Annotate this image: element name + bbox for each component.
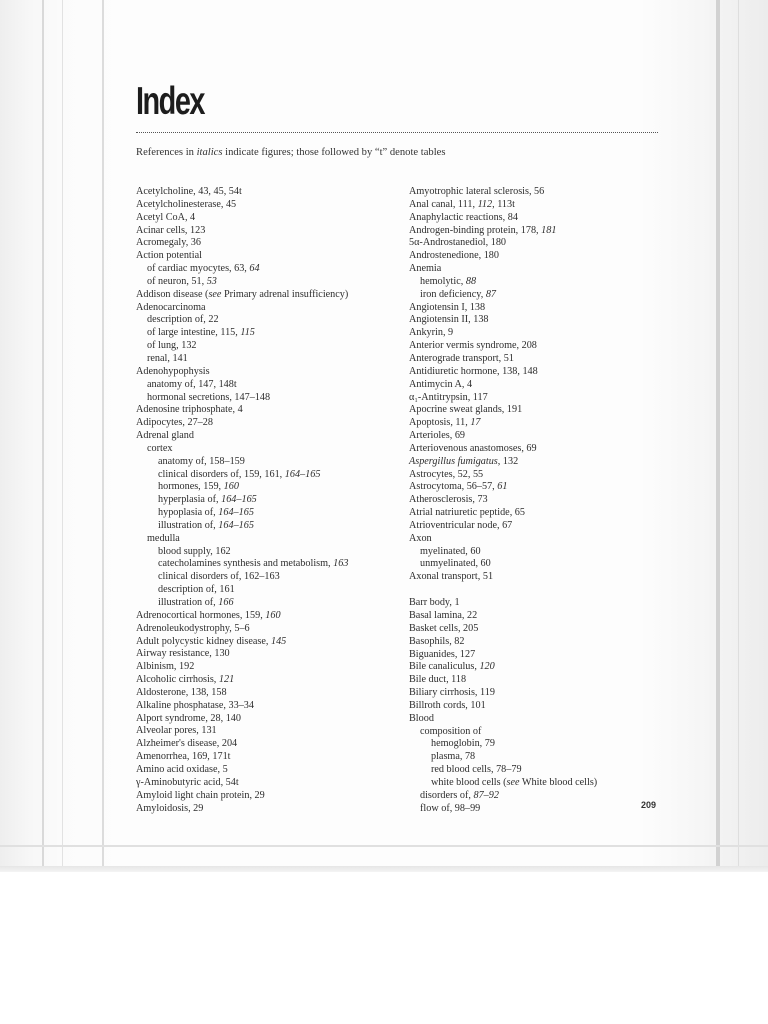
entry-text: Adrenal gland xyxy=(136,430,194,442)
index-entry xyxy=(409,340,669,353)
index-subentry xyxy=(136,469,404,482)
index-subentry xyxy=(136,443,404,456)
entry-text: illustration of, xyxy=(158,519,219,531)
index-subentry xyxy=(136,379,404,392)
entry-text: White blood cells) xyxy=(519,776,598,788)
index-entry xyxy=(409,623,669,636)
entry-text: medulla xyxy=(147,532,180,544)
entry-italic-text: 164–165 xyxy=(218,507,254,519)
entry-text: Anemia xyxy=(409,263,442,275)
entry-text: Anaphylactic reactions, 84 xyxy=(409,211,518,223)
entry-text: unmyelinated, 60 xyxy=(420,558,491,570)
entry-text: Blood xyxy=(409,712,434,724)
index-subentry xyxy=(409,546,669,559)
index-entry xyxy=(409,661,669,674)
index-subentry xyxy=(136,597,404,610)
entry-text: Alcoholic cirrhosis, xyxy=(136,674,219,686)
entry-text: Adult polycystic kidney disease, xyxy=(136,635,271,647)
index-entry xyxy=(409,314,669,327)
index-entry xyxy=(409,597,669,610)
entry-text: Alzheimer's disease, 204 xyxy=(136,738,238,750)
entry-text: description of, 161 xyxy=(158,584,235,596)
entry-text: Arterioles, 69 xyxy=(409,430,466,442)
index-entry xyxy=(136,725,404,738)
index-entry xyxy=(136,199,404,212)
entry-italic-text: see xyxy=(506,776,520,788)
entry-text: anatomy of, 158–159 xyxy=(158,455,245,467)
index-entry xyxy=(409,250,669,263)
index-entry xyxy=(136,366,404,379)
entry-text: Adenocarcinoma xyxy=(136,301,206,313)
entry-text: Angiotensin I, 138 xyxy=(409,301,486,313)
entry-text: Ankyrin, 9 xyxy=(409,327,454,339)
entry-text: Apoptosis, 11, xyxy=(409,417,471,429)
index-subentry xyxy=(136,481,404,494)
entry-text: hypoplasia of, xyxy=(158,507,219,519)
entry-text: Atrioventricular node, 67 xyxy=(409,519,513,531)
index-entry xyxy=(409,571,669,584)
entry-text: Adenosine triphosphate, 4 xyxy=(136,404,243,416)
title-divider xyxy=(136,132,658,133)
index-entry xyxy=(136,636,404,649)
entry-text: illustration of, xyxy=(158,597,219,608)
index-entry xyxy=(409,494,669,507)
index-entry xyxy=(409,417,669,430)
entry-italic-text: 61 xyxy=(497,481,508,493)
index-entry xyxy=(136,713,404,726)
entry-text: Primary adrenal insufficiency) xyxy=(221,288,349,300)
index-column-right xyxy=(409,186,669,816)
index-entry xyxy=(409,353,669,366)
page-bottom-edge xyxy=(0,866,768,872)
index-subentry xyxy=(409,803,669,816)
index-entry xyxy=(409,674,669,687)
index-entry xyxy=(136,417,404,430)
index-entry xyxy=(136,661,404,674)
entry-text: Acinar cells, 123 xyxy=(136,224,206,236)
entry-text: Acromegaly, 36 xyxy=(136,237,201,249)
entry-text: catecholamines synthesis and metabolism, xyxy=(158,558,334,570)
entry-italic-text: 160 xyxy=(223,481,239,493)
entry-italic-text: 53 xyxy=(206,275,217,287)
entry-text: Antimycin A, 4 xyxy=(409,378,473,390)
index-entry xyxy=(409,507,669,520)
index-column-left xyxy=(136,186,404,815)
page-edge-line xyxy=(738,0,739,872)
entry-text: renal, 141 xyxy=(147,352,188,364)
page-bottom-edge xyxy=(0,845,768,847)
entry-text: of lung, 132 xyxy=(147,340,197,352)
entry-text: , 132 xyxy=(497,455,519,467)
entry-italic-text: 181 xyxy=(541,224,557,236)
index-subentry xyxy=(136,494,404,507)
index-subentry xyxy=(136,263,404,276)
index-entry xyxy=(409,456,669,469)
entry-italic-text: 164–165 xyxy=(218,519,254,531)
entry-text: of cardiac myocytes, 63, xyxy=(147,263,250,275)
index-entry xyxy=(409,481,669,494)
index-entry xyxy=(409,302,669,315)
index-subentry xyxy=(136,340,404,353)
index-entry xyxy=(136,404,404,417)
index-entry xyxy=(136,687,404,700)
entry-text: Angiotensin II, 138 xyxy=(409,314,489,326)
entry-text: Amyloidosis, 29 xyxy=(136,802,204,814)
index-entry xyxy=(136,237,404,250)
entry-italic-text: 64 xyxy=(249,263,260,275)
entry-text: Addison disease ( xyxy=(136,288,209,300)
entry-text: disorders of, xyxy=(420,789,474,801)
page-number: 209 xyxy=(641,800,657,810)
entry-text: hemoglobin, 79 xyxy=(431,738,495,750)
entry-text: Adrenoleukodystrophy, 5–6 xyxy=(136,622,250,634)
index-subentry xyxy=(136,558,404,571)
entry-text: Anterior vermis syndrome, 208 xyxy=(409,340,537,352)
entry-text: clinical disorders of, 162–163 xyxy=(158,571,280,583)
index-subentry xyxy=(409,289,669,302)
entry-text: Androgen-binding protein, 178, xyxy=(409,224,542,236)
index-entry xyxy=(409,366,669,379)
note-text: indicate figures; those followed by “t” denote tables xyxy=(222,147,446,158)
index-subentry xyxy=(409,751,669,764)
index-entry xyxy=(136,803,404,816)
entry-italic-text: 88 xyxy=(465,275,477,287)
index-subentry xyxy=(136,520,404,533)
entry-text: Atherosclerosis, 73 xyxy=(409,494,488,506)
index-entry xyxy=(409,430,669,443)
index-entry xyxy=(136,610,404,623)
entry-text: Airway resistance, 130 xyxy=(136,648,230,660)
entry-italic-text: 115 xyxy=(240,327,255,339)
note-italic-word: italics xyxy=(196,147,223,158)
entry-text: Alkaline phosphatase, 33–34 xyxy=(136,699,254,711)
index-subentry xyxy=(136,276,404,289)
index-entry xyxy=(136,764,404,777)
index-note xyxy=(136,146,446,160)
entry-text: hormonal secretions, 147–148 xyxy=(147,391,271,403)
entry-text: Astrocytoma, 56–57, xyxy=(409,481,498,493)
index-entry xyxy=(409,649,669,662)
index-entry xyxy=(409,687,669,700)
entry-text: Acetyl CoA, 4 xyxy=(136,211,196,223)
index-entry xyxy=(409,520,669,533)
entry-text: Antidiuretic hormone, 138, 148 xyxy=(409,365,538,377)
entry-text: Amino acid oxidase, 5 xyxy=(136,763,228,775)
entry-text: description of, 22 xyxy=(147,314,219,326)
entry-text: iron deficiency, xyxy=(420,288,486,300)
page-title: Index xyxy=(136,80,204,123)
index-subentry xyxy=(136,584,404,597)
entry-italic-text: 120 xyxy=(479,661,495,673)
binding-shadow-line xyxy=(62,0,63,872)
index-subentry xyxy=(409,726,669,739)
index-entry xyxy=(136,225,404,238)
entry-italic-text: 145 xyxy=(270,635,287,647)
index-subentry xyxy=(136,353,404,366)
entry-text: Amyloid light chain protein, 29 xyxy=(136,789,265,801)
entry-text: Acetylcholine, 43, 45, 54t xyxy=(136,186,242,197)
section-gap xyxy=(409,584,669,597)
entry-text: of large intestine, 115, xyxy=(147,327,241,339)
index-entry xyxy=(136,751,404,764)
entry-text: Androstenedione, 180 xyxy=(409,250,499,262)
index-subentry xyxy=(409,764,669,777)
entry-text: flow of, 98–99 xyxy=(420,802,481,814)
index-entry xyxy=(409,610,669,623)
index-subentry xyxy=(136,533,404,546)
entry-text: Biliary cirrhosis, 119 xyxy=(409,687,495,699)
index-subentry xyxy=(409,558,669,571)
entry-italic-text: 164–165 xyxy=(284,468,321,480)
entry-text: white blood cells ( xyxy=(431,776,507,788)
index-entry xyxy=(409,263,669,276)
index-entry xyxy=(136,212,404,225)
entry-text: Anterograde transport, 51 xyxy=(409,352,514,364)
index-subentry xyxy=(136,507,404,520)
entry-text: Basket cells, 205 xyxy=(409,622,479,634)
entry-italic-text: 163 xyxy=(333,558,349,570)
index-entry xyxy=(136,738,404,751)
entry-text: Axon xyxy=(409,532,432,544)
index-entry xyxy=(136,623,404,636)
index-subentry xyxy=(409,276,669,289)
binding-shadow-line xyxy=(102,0,104,872)
index-entry xyxy=(409,392,669,405)
index-entry xyxy=(136,430,404,443)
index-subentry xyxy=(136,327,404,340)
entry-text: Amyotrophic lateral sclerosis, 56 xyxy=(409,186,545,197)
note-text: References in xyxy=(136,147,197,158)
entry-italic-text: 166 xyxy=(218,597,234,608)
entry-text: α₁-Antitrypsin, 117 xyxy=(409,391,488,403)
binding-shadow-line xyxy=(42,0,44,872)
index-subentry xyxy=(136,546,404,559)
index-entry xyxy=(409,199,669,212)
index-entry xyxy=(409,186,669,199)
entry-text: Bile duct, 118 xyxy=(409,674,467,686)
index-entry xyxy=(409,443,669,456)
entry-text: plasma, 78 xyxy=(431,751,476,763)
entry-text: γ-Aminobutyric acid, 54t xyxy=(136,776,239,788)
index-entry xyxy=(136,700,404,713)
entry-text: Adrenocortical hormones, 159, xyxy=(136,609,266,621)
entry-text: Anal canal, 111, xyxy=(409,198,478,210)
entry-text: red blood cells, 78–79 xyxy=(431,764,522,776)
entry-text: Acetylcholinesterase, 45 xyxy=(136,198,237,210)
page-edge-line xyxy=(716,0,720,872)
index-subentry xyxy=(409,790,669,803)
entry-text: Barr body, 1 xyxy=(409,597,460,609)
index-entry xyxy=(136,648,404,661)
entry-text: Astrocytes, 52, 55 xyxy=(409,468,484,480)
index-entry xyxy=(409,713,669,726)
entry-text: of neuron, 51, xyxy=(147,275,207,287)
index-entry xyxy=(136,777,404,790)
entry-italic-text: 160 xyxy=(265,609,281,621)
entry-text: Basal lamina, 22 xyxy=(409,610,478,621)
entry-italic-text: see xyxy=(208,288,222,300)
entry-text: anatomy of, 147, 148t xyxy=(147,378,237,390)
entry-text: blood supply, 162 xyxy=(158,545,231,557)
index-entry xyxy=(136,674,404,687)
entry-italic-text: 87–92 xyxy=(473,789,499,801)
entry-italic-text: 112 xyxy=(477,198,493,210)
entry-text: Amenorrhea, 169, 171t xyxy=(136,751,231,763)
entry-text: Atrial natriuretic peptide, 65 xyxy=(409,507,525,519)
entry-text: Adipocytes, 27–28 xyxy=(136,417,213,429)
index-entry xyxy=(409,237,669,250)
index-subentry xyxy=(136,314,404,327)
entry-text: Axonal transport, 51 xyxy=(409,571,494,583)
index-subentry xyxy=(409,777,669,790)
index-subentry xyxy=(136,392,404,405)
index-subentry xyxy=(409,738,669,751)
entry-text: 5α-Androstanediol, 180 xyxy=(409,237,507,249)
entry-text: Aldosterone, 138, 158 xyxy=(136,686,227,698)
index-entry xyxy=(409,379,669,392)
index-entry xyxy=(409,404,669,417)
index-entry xyxy=(409,700,669,713)
entry-text: Bile canaliculus, xyxy=(409,661,480,673)
entry-text: Adenohypophysis xyxy=(136,365,210,377)
entry-text: composition of xyxy=(420,725,482,737)
index-entry xyxy=(136,250,404,263)
entry-text: Biguanides, 127 xyxy=(409,648,476,660)
entry-text: Billroth cords, 101 xyxy=(409,699,486,711)
entry-text: Albinism, 192 xyxy=(136,661,195,673)
entry-text: Apocrine sweat glands, 191 xyxy=(409,404,523,416)
index-entry xyxy=(409,636,669,649)
entry-text: Arteriovenous anastomoses, 69 xyxy=(409,442,537,454)
entry-text: myelinated, 60 xyxy=(420,545,481,557)
entry-text: cortex xyxy=(147,442,173,454)
index-entry xyxy=(136,790,404,803)
index-entry xyxy=(409,533,669,546)
index-entry xyxy=(136,302,404,315)
entry-italic-text: Aspergillus fumigatus xyxy=(409,455,498,467)
entry-text: hormones, 159, xyxy=(158,481,224,493)
entry-italic-text: 17 xyxy=(470,417,481,429)
entry-italic-text: 164–165 xyxy=(221,494,257,506)
index-entry xyxy=(409,469,669,482)
entry-italic-text: 87 xyxy=(485,288,496,300)
entry-text: Alport syndrome, 28, 140 xyxy=(136,712,241,724)
index-entry xyxy=(136,186,404,199)
entry-text: Action potential xyxy=(136,250,202,262)
index-entry xyxy=(409,225,669,238)
index-subentry xyxy=(136,456,404,469)
index-entry xyxy=(409,327,669,340)
entry-text: Alveolar pores, 131 xyxy=(136,725,217,737)
index-entry xyxy=(409,212,669,225)
index-entry xyxy=(136,289,404,302)
entry-text: hemolytic, xyxy=(420,275,466,287)
entry-text: clinical disorders of, 159, 161, xyxy=(158,468,285,480)
entry-italic-text: 121 xyxy=(218,674,235,686)
entry-text: Basophils, 82 xyxy=(409,635,465,647)
index-subentry xyxy=(136,571,404,584)
entry-text: , 113t xyxy=(492,198,515,210)
entry-text: hyperplasia of, xyxy=(158,494,222,506)
